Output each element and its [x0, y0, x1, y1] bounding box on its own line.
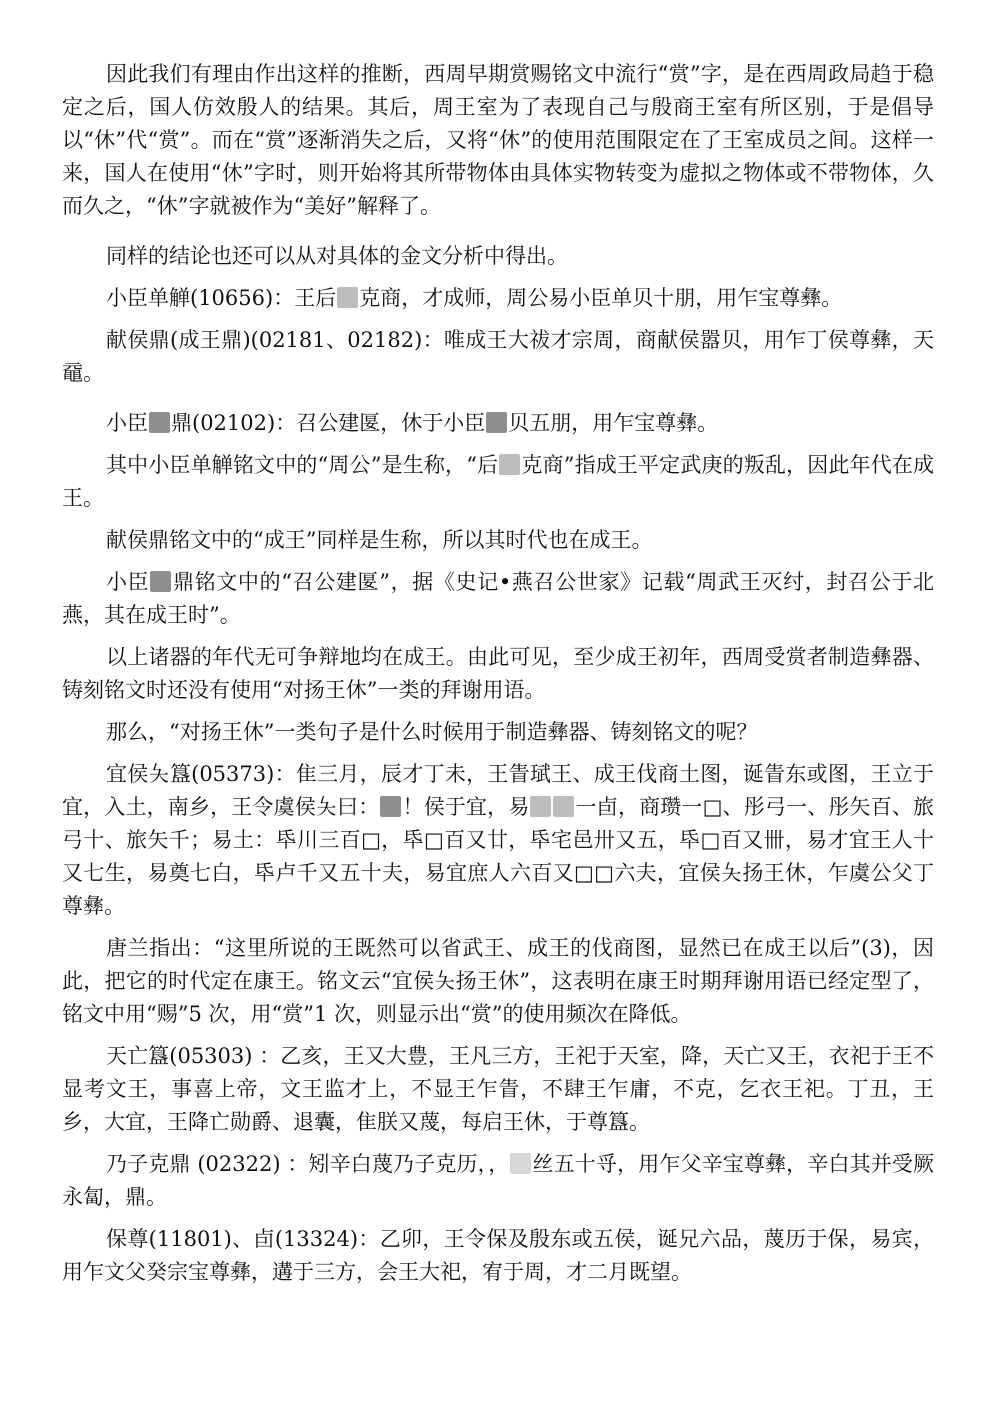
paragraph-tianwang-gui: 天亡簋(05303) ：乙亥，王又大豊，王凡三方，王祀于天室，降，天亡又王，衣祀于王不显考文王，事喜上帝，文王监才上，不显王乍眚，不肆王乍庸，不克，乞衣王祀。丁丑，王乡，大宜，王降亡勋爵、退囊，隹朕又蔑，每启王休，于尊簋。 — [62, 1044, 934, 1134]
text-segment: ！侯于宜，易 — [402, 795, 530, 819]
text-segment: 丝五十寽，用乍父辛宝尊彝，辛白其并受厥永匐，鼎。 — [62, 1152, 935, 1209]
text-segment: 鼎(02102)：召公建匽，休于小臣 — [171, 411, 486, 435]
text-segment: 克商”指成王平定武庚的叛乱，因此年代在成王。 — [62, 453, 934, 510]
paragraph-xiaochen-ding — [62, 407, 934, 440]
archaic-character-image — [380, 796, 401, 817]
paragraph-yihou-gui — [62, 758, 934, 923]
archaic-character-image — [149, 412, 170, 433]
paragraph-chengwang-analysis: 献侯鼎铭文中的“成王”同样是生称，所以其时代也在成王。 — [106, 528, 653, 552]
text-segment: 其中小臣单觯铭文中的“周公”是生称，“后 — [106, 453, 499, 477]
paragraph-xiaochen-dan-zhi — [62, 282, 934, 315]
text-segment: 宜侯夨簋(05373)：隹三月，辰才丁未，王眚珷王、成王伐商土图，诞眚东或图，王立于宜，入土，南乡，王令虞侯夨曰： — [62, 762, 934, 819]
paragraph-tanglan-note: 唐兰指出：“这里所说的王既然可以省武王、成王的伐商图，显然已在成王以后”(3)，因此，把它的时代定在康王。铭文云“宜侯夨扬王休”，这表明在康王时期拜谢用语已经定型了，铭文中用“赐”5 次，用“赏”1 次，则显示出“赏”的使用频次在降低。 — [62, 936, 934, 1026]
archaic-character-image — [510, 1153, 531, 1174]
archaic-character-image — [337, 287, 358, 308]
paragraph-intro: 同样的结论也还可以从对具体的金文分析中得出。 — [106, 244, 568, 268]
text-segment: 一卣，商瓒一□、彤弓一、彤矢百、旅弓十、旅矢千；易土：氒川三百□，氒□百又廿，氒宅邑卅又五，氒□百又卌，易才宜王人十又七生，易奠七白，氒卢千又五十夫，易宜庶人六百又□□六夫，宜侯夨扬王休，乍虞公父丁尊彝。 — [62, 795, 935, 918]
text-segment: 鼎铭文中的“召公建匽”，据《史记•燕召公世家》记载“周武王灭纣，封召公于北燕，其在成王时”。 — [62, 570, 935, 627]
paragraph-question: 那么，“对扬王休”一类句子是什么时候用于制造彝器、铸刻铭文的呢？ — [106, 720, 758, 744]
paragraph-bao-zun: 保尊(11801)、卣(13324)：乙卯，王令保及殷东或五侯，诞兄六品，蔑历于保，易宾，用乍文父癸宗宝尊彝，遘于三方，会王大祀，宥于周，才二月既望。 — [62, 1227, 934, 1284]
archaic-character-image — [150, 571, 171, 592]
archaic-character-image — [499, 454, 520, 475]
text-segment: 贝五朋，用乍宝尊彝。 — [508, 411, 719, 435]
text-segment: 乃子克鼎 (02322) ：矧辛白蔑乃子克历，， — [106, 1152, 510, 1176]
paragraph-xianhou-ding: 献侯鼎(成王鼎)(02181、02182)：唯成王大祓才宗周，商献侯嚣贝，用乍丁侯尊彝，天黿。 — [62, 328, 934, 385]
archaic-character-image — [486, 412, 507, 433]
document-page — [62, 58, 934, 1289]
text-segment: 小臣 — [106, 570, 150, 594]
paragraph-zhougong-analysis — [62, 449, 934, 515]
paragraph-conclusion: 因此我们有理由作出这样的推断，西周早期赏赐铭文中流行“赏”字，是在西周政局趋于稳定之后，国人仿效殷人的结果。其后，周王室为了表现自己与殷商王室有所区别，于是倡导以“休”代“赏”。而在“赏”逐渐消失之后，又将“休”的使用范围限定在了王室成员之间。这样一来，国人在使用“休”字时，则开始将其所带物体由具体实物转变为虚拟之物体或不带物体，久而久之，“休”字就被作为“美好”解释了。 — [62, 62, 934, 218]
text-segment: 小臣 — [106, 411, 148, 435]
archaic-character-image — [530, 796, 551, 817]
paragraph-dating-summary: 以上诸器的年代无可争辩地均在成王。由此可见，至少成王初年，西周受赏者制造彝器、铸刻铭文时还没有使用“对扬王休”一类的拜谢用语。 — [62, 645, 934, 702]
text-segment: 小臣单觯(10656)：王后 — [106, 286, 337, 310]
paragraph-shaogong-analysis — [62, 566, 934, 632]
paragraph-naizi-ke-ding — [62, 1148, 934, 1214]
text-segment: 克商，才成师，周公易小臣单贝十朋，用乍宝尊彝。 — [359, 286, 843, 310]
archaic-character-image — [553, 796, 574, 817]
